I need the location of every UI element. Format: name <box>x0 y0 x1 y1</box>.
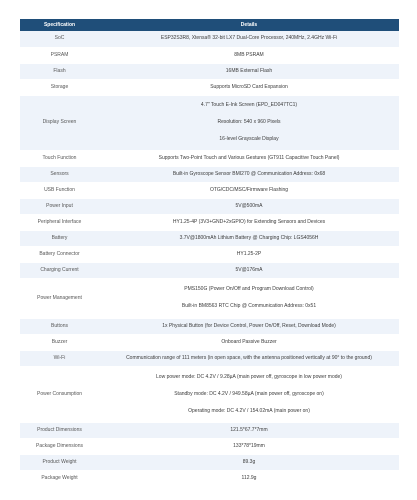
table-row <box>20 366 399 422</box>
table-row <box>20 334 399 350</box>
table-row <box>20 150 399 166</box>
details-cell <box>99 470 399 486</box>
spec-cell: Display Screen <box>20 95 99 150</box>
details-line: 5V@500mA <box>235 202 263 209</box>
table-row <box>20 95 399 150</box>
table-row <box>20 79 399 95</box>
table-row <box>20 470 399 486</box>
table-row <box>20 318 399 334</box>
details-line: PMS150G (Power On/Off and Program Download Control) <box>184 286 314 292</box>
spec-table <box>20 19 399 487</box>
details-line: HY1.25-2P <box>236 250 262 257</box>
details-line: Low power mode: DC 4.2V / 9.28µA (main power off, gyroscope in low power mode) <box>156 373 342 380</box>
table-row <box>20 31 399 47</box>
details-line: Onboard Passive Buzzer <box>221 338 277 345</box>
details-cell <box>99 438 399 454</box>
details-cell <box>99 47 399 63</box>
spec-cell: Sensors <box>20 166 99 182</box>
details-cell <box>99 262 399 278</box>
details-line: HY1.25-4P (3V3+GND+2xGPIO) for Extending Sensors and Devices <box>172 218 326 225</box>
details-line: OTG/CDC/MSC/Firmware Flashing <box>209 186 289 193</box>
spec-cell: Package Weight <box>20 470 99 486</box>
header-details: Details <box>99 19 399 31</box>
details-cell <box>99 422 399 438</box>
spec-cell: Wi-Fi <box>20 350 99 366</box>
details-line: ESP32S3R8, Xtensa® 32-bit LX7 Dual-Core Processor, 240MHz, 2.4GHz Wi-Fi <box>160 35 338 42</box>
table-row <box>20 438 399 454</box>
spec-cell: SoC <box>20 31 99 47</box>
details-line: 3.7V@1800mAh Lithium Battery @ Charging Chip: LGS4056H <box>179 234 319 241</box>
details-line: 16-level Grayscale Display <box>219 136 279 142</box>
details-cell <box>99 246 399 262</box>
details-cell <box>99 334 399 350</box>
details-line: 1x Physical Button (for Device Control, Power On/Off, Reset, Download Mode) <box>162 322 336 329</box>
details-line: 5V@176mA <box>235 266 263 273</box>
table-row <box>20 278 399 318</box>
spec-cell: Package Dimensions <box>20 438 99 454</box>
details-cell <box>99 230 399 246</box>
spec-table-container <box>20 19 399 487</box>
spec-cell: Power Input <box>20 198 99 214</box>
details-cell <box>99 350 399 366</box>
details-cell <box>99 63 399 79</box>
details-line: 112.9g <box>241 474 257 481</box>
spec-cell: Product Dimensions <box>20 422 99 438</box>
details-line: Built-in Gyroscope Sensor BMI270 @ Communication Address: 0x68 <box>172 170 326 177</box>
details-cell <box>99 198 399 214</box>
details-line: Built-in BM8563 RTC Chip @ Communication Address: 0x51 <box>181 303 317 309</box>
details-line: Supports Two-Point Touch and Various Gestures (GT911 Capacitive Touch Panel) <box>158 154 340 161</box>
details-cell <box>99 214 399 230</box>
details-line: Standby mode: DC 4.2V / 949.58µA (main power off, gyroscope on) <box>174 390 324 397</box>
details-line: 121.5*67.7*7mm <box>230 426 268 433</box>
details-cell <box>99 166 399 182</box>
table-row <box>20 198 399 214</box>
table-row <box>20 246 399 262</box>
table-row <box>20 214 399 230</box>
spec-cell: PSRAM <box>20 47 99 63</box>
spec-cell: Buttons <box>20 318 99 334</box>
table-row <box>20 262 399 278</box>
details-cell <box>99 318 399 334</box>
table-row <box>20 454 399 470</box>
spec-cell: Battery <box>20 230 99 246</box>
details-cell <box>99 95 399 150</box>
spec-cell: USB Function <box>20 182 99 198</box>
spec-cell: Storage <box>20 79 99 95</box>
details-line: Resolution: 540 x 960 Pixels <box>217 119 281 125</box>
spec-cell: Power Management <box>20 278 99 318</box>
details-cell <box>99 31 399 47</box>
details-cell <box>99 150 399 166</box>
details-cell <box>99 79 399 95</box>
table-row <box>20 422 399 438</box>
details-line: 8MB PSRAM <box>234 51 264 58</box>
details-line: Communication range of 111 meters (in open space, with the antenna positioned vertically at 90° to the ground) <box>126 354 372 361</box>
header-row <box>20 19 399 31</box>
details-cell <box>99 278 399 318</box>
details-line: Operating mode: DC 4.2V / 154.02mA (main power on) <box>188 407 310 414</box>
details-line: 16MB External Flash <box>225 67 273 74</box>
header-spec: Specification <box>20 19 99 31</box>
spec-cell: Charging Current <box>20 262 99 278</box>
details-cell <box>99 182 399 198</box>
details-cell <box>99 366 399 422</box>
spec-cell: Product Weight <box>20 454 99 470</box>
spec-cell: Peripheral Interface <box>20 214 99 230</box>
table-row <box>20 166 399 182</box>
table-row <box>20 182 399 198</box>
details-cell <box>99 454 399 470</box>
table-body <box>20 31 399 486</box>
table-row <box>20 63 399 79</box>
details-line: 133*78*19mm <box>233 442 265 449</box>
spec-cell: Flash <box>20 63 99 79</box>
spec-cell: Buzzer <box>20 334 99 350</box>
table-row <box>20 350 399 366</box>
spec-cell: Power Consumption <box>20 366 99 422</box>
details-line: 89.3g <box>242 458 256 465</box>
details-line: 4.7" Touch E-Ink Screen (EPD_ED047TC1) <box>200 102 298 108</box>
spec-cell: Touch Function <box>20 150 99 166</box>
table-row <box>20 230 399 246</box>
details-line: Supports MicroSD Card Expansion <box>210 83 288 90</box>
spec-cell: Battery Connector <box>20 246 99 262</box>
table-row <box>20 47 399 63</box>
